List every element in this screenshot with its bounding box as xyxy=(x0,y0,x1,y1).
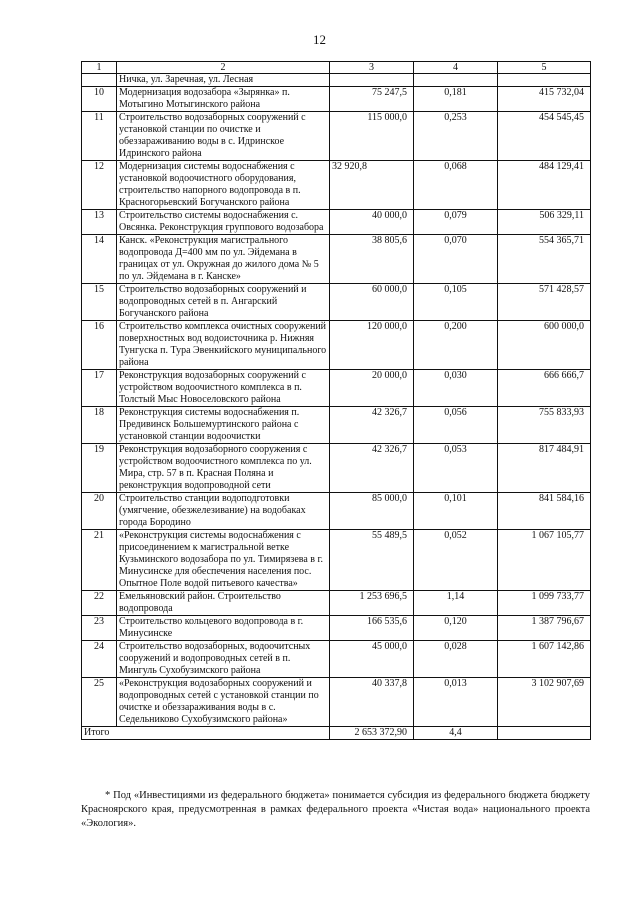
project-name: Реконструкция водозаборных сооружений с устройством водоочистного комплекса в п. Толстый Мыс Новоселовского района xyxy=(117,370,330,407)
project-name: «Реконструкция системы водоснабжения с присоединением к магистральной ветке Кузьминского водозабора по ул. Тимирязева в г. Минусинске для обеспечения населения пос. Опытное Поле водой питьевого качества» xyxy=(117,530,330,591)
project-name: Строительство водозаборных сооружений с установкой станции по очистке и обеззараживанию воды в с. Идринское Идринского района xyxy=(117,112,330,161)
project-share: 0,070 xyxy=(414,235,498,284)
total-label: Итого xyxy=(82,727,330,740)
project-share: 0,079 xyxy=(414,210,498,235)
project-share: 0,068 xyxy=(414,161,498,210)
project-name: Модернизация системы водоснабжения с установкой водоочистного оборудования, строительство напорного водопровода в п. Красногорьевский Богучанского района xyxy=(117,161,330,210)
project-cost: 42 326,7 xyxy=(330,407,414,444)
project-share: 0,028 xyxy=(414,641,498,678)
continuation-text: Ничка, ул. Заречная, ул. Лесная xyxy=(117,74,330,87)
project-cost: 42 326,7 xyxy=(330,444,414,493)
project-cost: 115 000,0 xyxy=(330,112,414,161)
table-row xyxy=(82,530,591,591)
project-value: 454 545,45 xyxy=(498,112,591,161)
project-value: 1 099 733,77 xyxy=(498,591,591,616)
row-number: 19 xyxy=(82,444,117,493)
table-row xyxy=(82,493,591,530)
table-row xyxy=(82,235,591,284)
project-name: Емельяновский район. Строительство водопровода xyxy=(117,591,330,616)
table-body xyxy=(82,87,591,727)
project-value: 1 607 142,86 xyxy=(498,641,591,678)
row-number: 24 xyxy=(82,641,117,678)
table-row xyxy=(82,678,591,727)
project-name: Строительство водозаборных, водоочитсных сооружений и водопроводных сетей в п. Мингуль Сухобузимского района xyxy=(117,641,330,678)
project-name: Строительство водозаборных сооружений и водопроводных сетей в п. Ангарский Богучанского района xyxy=(117,284,330,321)
project-value: 1 067 105,77 xyxy=(498,530,591,591)
project-value: 484 129,41 xyxy=(498,161,591,210)
project-name: Реконструкция системы водоснабжения п. Предивинск Большемуртинского района с установкой станции водоочистки xyxy=(117,407,330,444)
project-name: Строительство комплекса очистных сооружений поверхностных вод водоисточника р. Нижняя Тунгуска п. Тура Эвенкийского муниципального района xyxy=(117,321,330,370)
row-number: 13 xyxy=(82,210,117,235)
row-number: 17 xyxy=(82,370,117,407)
project-name: Строительство станции водоподготовки (умягчение, обезжелезивание) на водобаках города Бородино xyxy=(117,493,330,530)
continuation-row xyxy=(82,74,591,87)
project-cost: 32 920,8 xyxy=(330,161,414,210)
project-share: 0,105 xyxy=(414,284,498,321)
project-share: 0,056 xyxy=(414,407,498,444)
project-value: 554 365,71 xyxy=(498,235,591,284)
table-header-row xyxy=(82,62,591,74)
project-share: 0,181 xyxy=(414,87,498,112)
table-row xyxy=(82,407,591,444)
row-number: 20 xyxy=(82,493,117,530)
table-row xyxy=(82,284,591,321)
table-row xyxy=(82,616,591,641)
investment-table xyxy=(81,61,591,740)
project-value: 571 428,57 xyxy=(498,284,591,321)
table-row xyxy=(82,641,591,678)
row-number: 12 xyxy=(82,161,117,210)
project-value: 841 584,16 xyxy=(498,493,591,530)
project-cost: 40 000,0 xyxy=(330,210,414,235)
project-value: 506 329,11 xyxy=(498,210,591,235)
project-cost: 20 000,0 xyxy=(330,370,414,407)
row-number: 22 xyxy=(82,591,117,616)
table-row xyxy=(82,161,591,210)
project-share: 0,053 xyxy=(414,444,498,493)
project-share: 0,013 xyxy=(414,678,498,727)
project-share: 0,253 xyxy=(414,112,498,161)
project-share: 0,120 xyxy=(414,616,498,641)
project-name: Строительство системы водоснабжения с. Овсянка. Реконструкция группового водозабора xyxy=(117,210,330,235)
table-row xyxy=(82,87,591,112)
project-name: Модернизация водозабора «Зырянка» п. Мотыгино Мотыгинского района xyxy=(117,87,330,112)
project-name: Строительство кольцевого водопровода в г. Минусинске xyxy=(117,616,330,641)
project-name: Канск. «Реконструкция магистрального водопровода Д=400 мм по ул. Эйдемана в границах от ул. Окружная до жилого дома № 5 по ул. Эйдемана в г. Канске» xyxy=(117,235,330,284)
project-cost: 120 000,0 xyxy=(330,321,414,370)
table-row xyxy=(82,370,591,407)
row-number: 15 xyxy=(82,284,117,321)
project-cost: 60 000,0 xyxy=(330,284,414,321)
project-value: 3 102 907,69 xyxy=(498,678,591,727)
table-row xyxy=(82,321,591,370)
project-share: 0,101 xyxy=(414,493,498,530)
table-row xyxy=(82,444,591,493)
row-number: 21 xyxy=(82,530,117,591)
header-cell: 4 xyxy=(414,62,498,74)
header-cell: 3 xyxy=(330,62,414,74)
project-cost: 75 247,5 xyxy=(330,87,414,112)
row-number: 18 xyxy=(82,407,117,444)
row-number: 25 xyxy=(82,678,117,727)
project-cost: 38 805,6 xyxy=(330,235,414,284)
project-cost: 55 489,5 xyxy=(330,530,414,591)
project-value: 1 387 796,67 xyxy=(498,616,591,641)
project-value: 817 484,91 xyxy=(498,444,591,493)
project-value: 755 833,93 xyxy=(498,407,591,444)
project-value: 666 666,7 xyxy=(498,370,591,407)
project-share: 0,200 xyxy=(414,321,498,370)
total-value xyxy=(498,727,591,740)
table-row xyxy=(82,210,591,235)
total-row xyxy=(82,727,591,740)
project-share: 1,14 xyxy=(414,591,498,616)
total-share: 4,4 xyxy=(414,727,498,740)
project-name: «Реконструкция водозаборных сооружений и водопроводных сетей с установкой станции по очистке и обеззараживания воды в с. Седельниково Сухобузимского района» xyxy=(117,678,330,727)
project-cost: 166 535,6 xyxy=(330,616,414,641)
project-name: Реконструкция водозаборного сооружения с устройством водоочистного комплекса по ул. Мира, стр. 57 в п. Красная Поляна и реконструкция водопроводной сети xyxy=(117,444,330,493)
header-cell: 2 xyxy=(117,62,330,74)
project-value: 415 732,04 xyxy=(498,87,591,112)
row-number: 14 xyxy=(82,235,117,284)
table-row xyxy=(82,112,591,161)
project-cost: 40 337,8 xyxy=(330,678,414,727)
project-cost: 85 000,0 xyxy=(330,493,414,530)
row-number: 10 xyxy=(82,87,117,112)
row-number: 11 xyxy=(82,112,117,161)
page-number: 12 xyxy=(313,32,326,47)
footnote: * Под «Инвестициями из федерального бюджета» понимается субсидия из федерального бюджета бюджету Красноярского края, предусмотренная в рамках федерального проекта «Чистая вода» национального проекта «Экология». xyxy=(81,790,590,829)
header-cell: 1 xyxy=(82,62,117,74)
header-cell: 5 xyxy=(498,62,591,74)
project-cost: 1 253 696,5 xyxy=(330,591,414,616)
table-row xyxy=(82,591,591,616)
row-number: 16 xyxy=(82,321,117,370)
project-share: 0,030 xyxy=(414,370,498,407)
project-value: 600 000,0 xyxy=(498,321,591,370)
row-number: 23 xyxy=(82,616,117,641)
project-cost: 45 000,0 xyxy=(330,641,414,678)
total-cost: 2 653 372,90 xyxy=(330,727,414,740)
project-share: 0,052 xyxy=(414,530,498,591)
